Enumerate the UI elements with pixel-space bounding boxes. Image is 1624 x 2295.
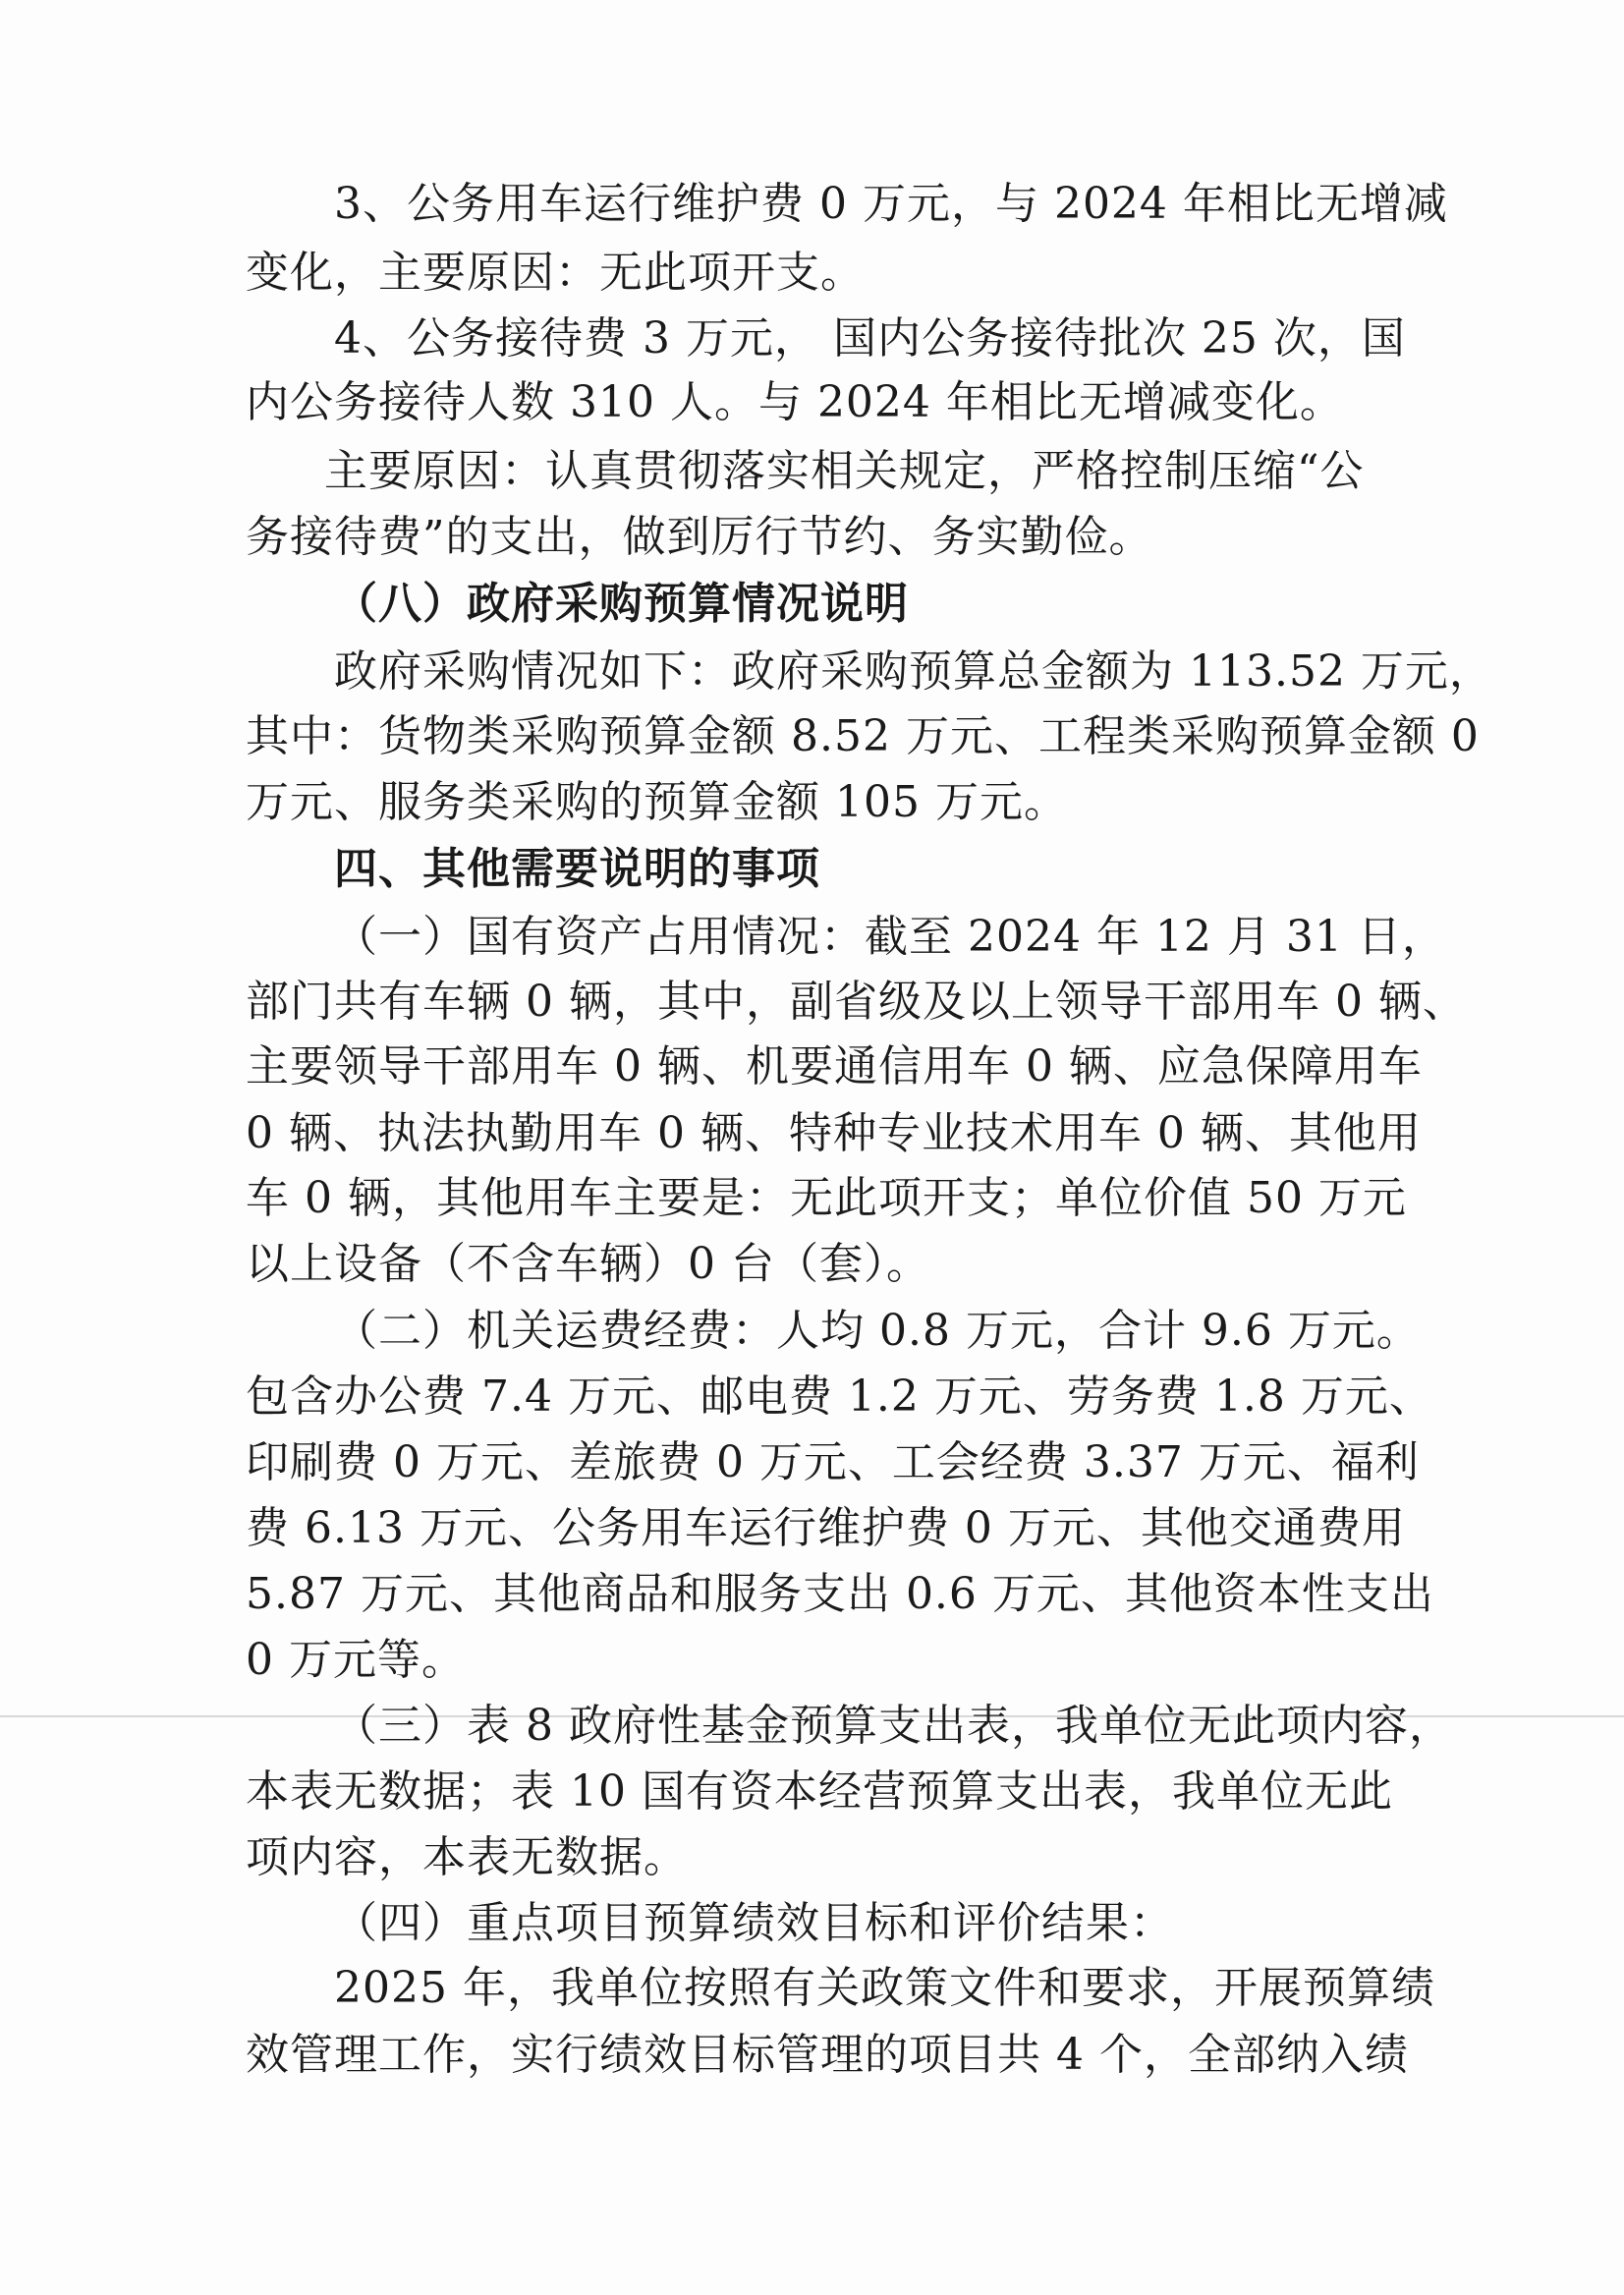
text-line: 变化，主要原因：无此项开支。 (246, 248, 865, 298)
text-line: （三）表 8 政府性基金预算支出表，我单位无此项内容， (334, 1701, 1453, 1751)
text-line: （一）国有资产占用情况：截至 2024 年 12 月 31 日， (334, 912, 1446, 962)
text-line: （四）重点项目预算绩效目标和评价结果： (334, 1898, 1174, 1948)
text-line: 以上设备（不含车辆）0 台（套）。 (246, 1239, 930, 1289)
text-line: 效管理工作，实行绩效目标管理的项目共 4 个，全部纳入绩 (246, 2030, 1409, 2080)
text-line: 3、公务用车运行维护费 0 万元，与 2024 年相比无增减 (334, 179, 1448, 229)
text-line: 其中：货物类采购预算金额 8.52 万元、工程类采购预算金额 0 (246, 711, 1480, 761)
text-line: 5.87 万元、其他商品和服务支出 0.6 万元、其他资本性支出 (246, 1569, 1434, 1619)
text-line: 0 万元等。 (246, 1635, 466, 1685)
text-line: 4、公务接待费 3 万元， 国内公务接待批次 25 次，国 (334, 313, 1406, 364)
text-line: 2025 年，我单位按照有关政策文件和要求，开展预算绩 (334, 1963, 1435, 2013)
text-line: 费 6.13 万元、公务用车运行维护费 0 万元、其他交通费用 (246, 1503, 1406, 1553)
text-line: 内公务接待人数 310 人。与 2024 年相比无增减变化。 (246, 377, 1344, 427)
text-line: 万元、服务类采购的预算金额 105 万元。 (246, 777, 1068, 827)
text-line: 车 0 辆，其他用车主要是：无此项开支；单位价值 50 万元 (246, 1173, 1407, 1223)
section-heading: （八）政府采购预算情况说明 (334, 579, 909, 629)
text-line: 包含办公费 7.4 万元、邮电费 1.2 万元、劳务费 1.8 万元、 (246, 1371, 1433, 1422)
text-line: 政府采购情况如下：政府采购预算总金额为 113.52 万元， (334, 646, 1493, 697)
text-line: 主要领导干部用车 0 辆、机要通信用车 0 辆、应急保障用车 (246, 1041, 1423, 1092)
section-heading: 四、其他需要说明的事项 (334, 844, 820, 894)
text-line: 务接待费”的支出，做到厉行节约、务实勤俭。 (246, 512, 1153, 562)
text-line: 项内容，本表无数据。 (246, 1832, 688, 1882)
text-line: （二）机关运费经费：人均 0.8 万元，合计 9.6 万元。 (334, 1306, 1421, 1356)
text-line: 0 辆、执法执勤用车 0 辆、特种专业技术用车 0 辆、其他用 (246, 1108, 1422, 1158)
text-line: 印刷费 0 万元、差旅费 0 万元、工会经费 3.37 万元、福利 (246, 1437, 1420, 1487)
text-line: 本表无数据；表 10 国有资本经营预算支出表，我单位无此 (246, 1766, 1393, 1817)
text-line: 主要原因：认真贯彻落实相关规定，严格控制压缩“公 (324, 446, 1365, 496)
text-line: 部门共有车辆 0 辆，其中，副省级及以上领导干部用车 0 辆、 (246, 977, 1467, 1027)
